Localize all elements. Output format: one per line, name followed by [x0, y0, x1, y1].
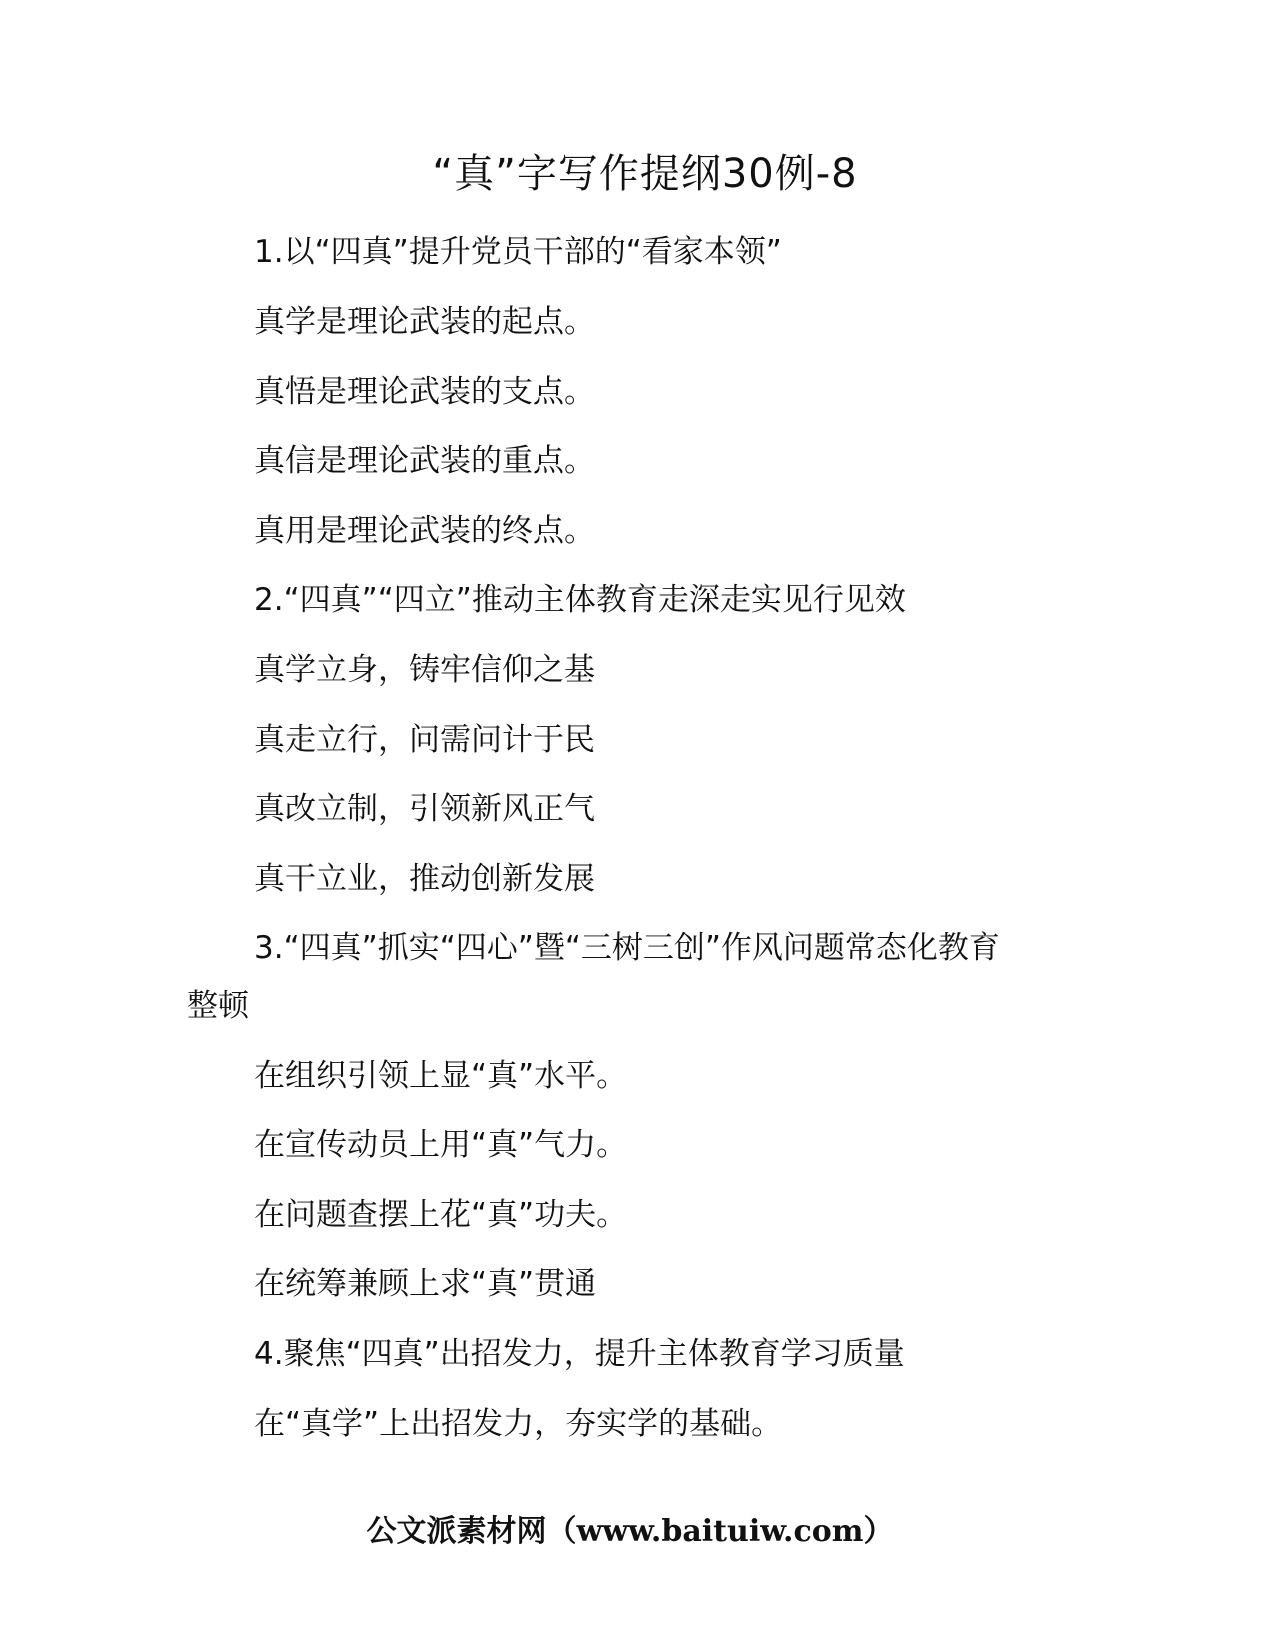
body-line: 真用是理论武装的终点。 — [254, 513, 595, 549]
body-line: 真走立行，问需问计于民 — [254, 722, 595, 758]
body-line: 真信是理论武装的重点。 — [254, 443, 595, 479]
section-heading-1: 1.以“四真”提升党员干部的“看家本领” — [254, 234, 782, 270]
body-line: 真学立身，铸牢信仰之基 — [254, 652, 595, 688]
body-line: 真学是理论武装的起点。 — [254, 304, 595, 340]
body-line: 真改立制，引领新风正气 — [254, 791, 595, 827]
body-line: 在组织引领上显“真”水平。 — [254, 1058, 628, 1094]
section-heading-2: 2.“四真”“四立”推动主体教育走深走实见行见效 — [254, 582, 906, 618]
section-heading-3-continuation: 整顿 — [187, 988, 249, 1024]
body-line: 真干立业，推动创新发展 — [254, 861, 595, 897]
body-line: 在宣传动员上用“真”气力。 — [254, 1127, 628, 1163]
body-line: 在问题查摆上花“真”功夫。 — [254, 1197, 628, 1233]
section-heading-4: 4.聚焦“四真”出招发力，提升主体教育学习质量 — [254, 1336, 905, 1372]
body-line: 真悟是理论武装的支点。 — [254, 374, 595, 410]
body-line: 在统筹兼顾上求“真”贯通 — [254, 1266, 597, 1302]
body-line: 在“真学”上出招发力，夯实学的基础。 — [254, 1406, 783, 1442]
document-title: “真”字写作提纲30例-8 — [432, 151, 858, 197]
page-footer-source: 公文派素材网（www.baituiw.com） — [366, 1514, 894, 1549]
section-heading-3: 3.“四真”抓实“四心”暨“三树三创”作风问题常态化教育 — [254, 930, 1000, 966]
